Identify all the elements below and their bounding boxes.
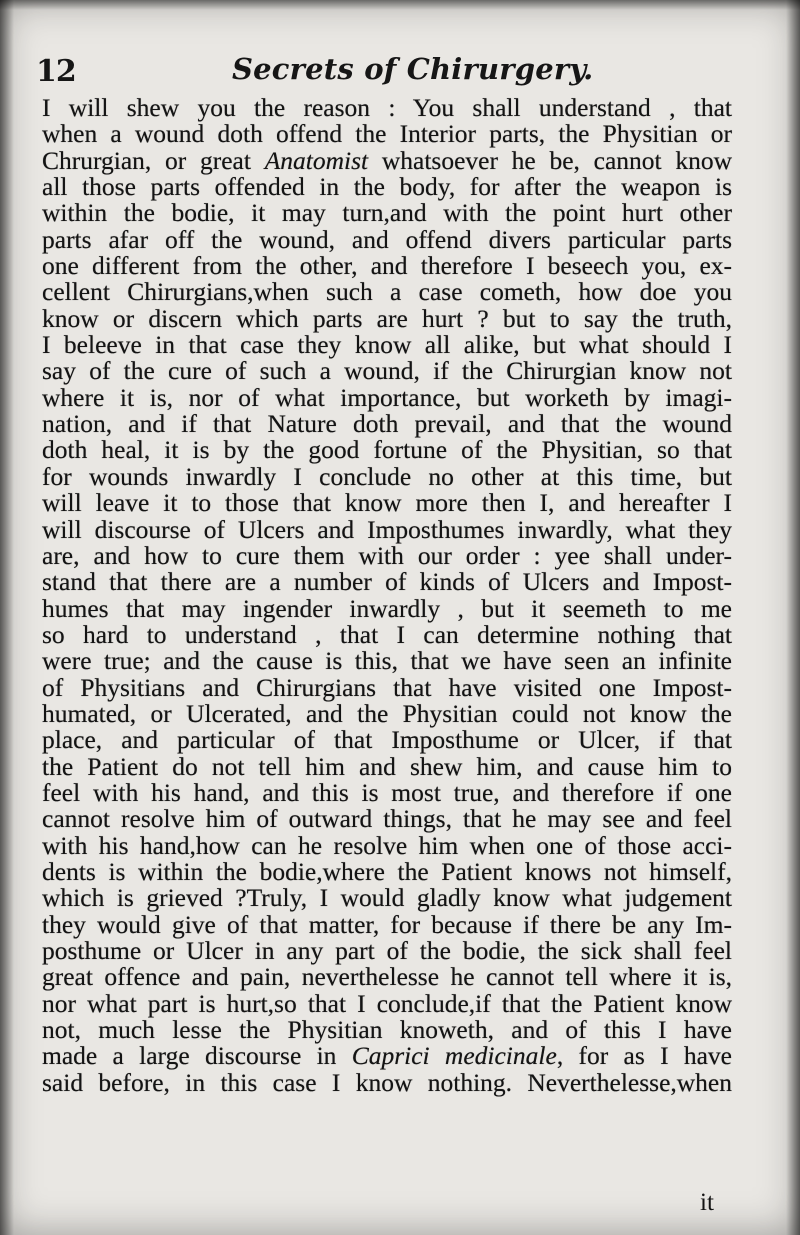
text-line: they would give of that matter, for because if there be any Im- bbox=[42, 909, 732, 939]
text-line: parts afar off the wound, and offend divers particular parts bbox=[42, 224, 732, 254]
page-header bbox=[36, 52, 730, 96]
text-line: all those parts offended in the body, for after the weapon is bbox=[42, 172, 732, 202]
catchword: it bbox=[700, 1189, 714, 1216]
text-line: I beleeve in that case they know all alike, but what should I bbox=[42, 330, 732, 360]
text-line: so hard to understand , that I can determine nothing that bbox=[42, 619, 732, 649]
text-line: great offence and pain, neverthelesse he cannot tell where it is, bbox=[42, 962, 732, 992]
text-line: where it is, nor of what importance, but worketh by imagi- bbox=[42, 382, 732, 412]
text-line: dents is within the bodie,where the Patient knows not himself, bbox=[42, 856, 732, 886]
text-line: said before, in this case I know nothing. Neverthelesse,when bbox=[42, 1067, 732, 1097]
text-segment: Chrurgian, or great bbox=[42, 145, 265, 175]
text-line: nation, and if that Nature doth prevail, and that the wound bbox=[42, 409, 732, 439]
text-line: are, and how to cure them with our order : yee shall under- bbox=[42, 540, 732, 570]
text-line: cannot resolve him of outward things, that he may see and feel bbox=[42, 804, 732, 834]
text-line bbox=[42, 145, 732, 175]
text-line: doth heal, it is by the good fortune of the Physitian, so that bbox=[42, 435, 732, 465]
text-line: one different from the other, and therefore I beseech you, ex- bbox=[42, 251, 732, 281]
text-line: within the bodie, it may turn,and with the point hurt other bbox=[42, 198, 732, 228]
text-line: say of the cure of such a wound, if the Chirurgian know not bbox=[42, 356, 732, 386]
text-line: nor what part is hurt,so that I conclude,if that the Patient know bbox=[42, 988, 732, 1018]
text-line: cellent Chirurgians,when such a case cometh, how doe you bbox=[42, 277, 732, 307]
text-segment: , for as I have bbox=[556, 1041, 733, 1071]
text-line: stand that there are a number of kinds of Ulcers and Impost- bbox=[42, 567, 732, 597]
text-segment: made a large discourse in bbox=[42, 1041, 352, 1071]
text-line: which is grieved ?Truly, I would gladly know what judgement bbox=[42, 883, 732, 913]
text-line: with his hand,how can he resolve him when one of those acci- bbox=[42, 830, 732, 860]
text-line: know or discern which parts are hurt ? but to say the truth, bbox=[42, 303, 732, 333]
italic-term: Anatomist bbox=[264, 145, 369, 175]
page-top-shadow bbox=[0, 0, 800, 10]
text-line: when a wound doth offend the Interior parts, the Physitian or bbox=[42, 119, 732, 149]
text-line: posthume or Ulcer in any part of the bodie, the sick shall feel bbox=[42, 936, 732, 965]
text-line: place, and particular of that Imposthume or Ulcer, if that bbox=[42, 725, 732, 755]
text-line: not, much lesse the Physitian knoweth, and of this I have bbox=[42, 1015, 732, 1045]
body-text bbox=[42, 95, 732, 1096]
text-line: the Patient do not tell him and shew him, and cause him to bbox=[42, 751, 732, 781]
running-title: Secrets of Chirurgery. bbox=[232, 52, 594, 86]
text-segment: whatsoever he be, cannot know bbox=[368, 145, 732, 175]
text-line: were true; and the cause is this, that we have seen an infinite bbox=[42, 646, 732, 676]
text-line: humated, or Ulcerated, and the Physitian could not know the bbox=[42, 698, 732, 728]
page-number: 12 bbox=[36, 54, 76, 89]
text-line: will leave it to those that know more then I, and hereafter I bbox=[42, 488, 732, 518]
text-line bbox=[42, 1043, 732, 1069]
text-line: will discourse of Ulcers and Imposthumes inwardly, what they bbox=[42, 514, 732, 544]
text-line: for wounds inwardly I conclude no other at this time, but bbox=[42, 461, 732, 491]
page-right-shadow bbox=[786, 0, 800, 1235]
text-line: of Physitians and Chirurgians that have visited one Impost- bbox=[42, 672, 732, 702]
page-left-shadow bbox=[0, 0, 14, 1235]
text-line: humes that may ingender inwardly , but it seemeth to me bbox=[42, 593, 732, 623]
text-line: feel with his hand, and this is most true, and therefore if one bbox=[42, 777, 732, 807]
text-line: I will shew you the reason : You shall understand , that bbox=[42, 93, 732, 122]
italic-term: Caprici medicinale bbox=[351, 1041, 557, 1071]
